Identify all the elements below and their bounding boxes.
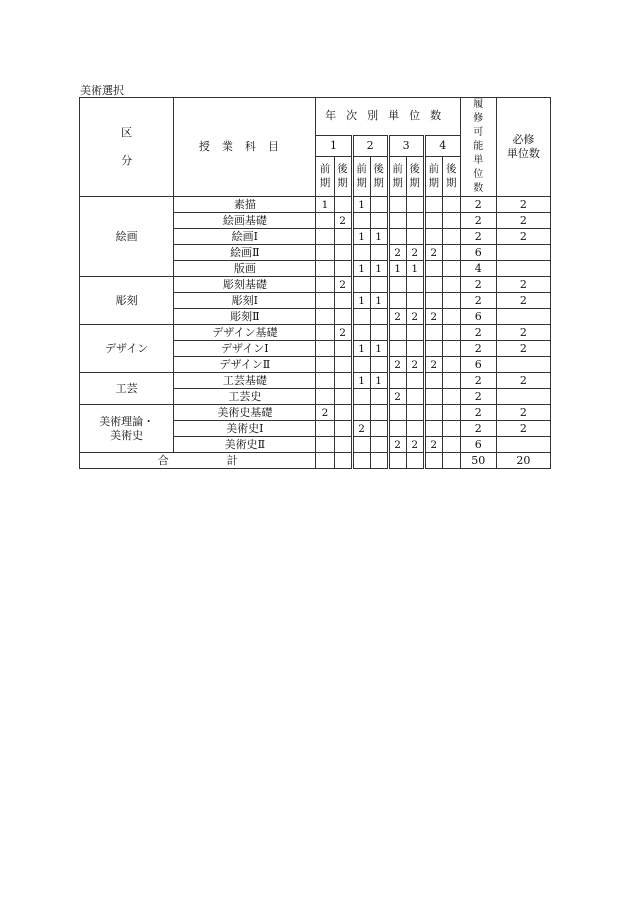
term-units-cell — [424, 277, 442, 293]
term-units-cell — [406, 197, 424, 213]
term-units-cell — [352, 437, 370, 453]
term-units-cell — [334, 197, 352, 213]
term-units-cell — [370, 357, 388, 373]
term-units-cell — [370, 197, 388, 213]
term-units-cell — [424, 341, 442, 357]
term-char: 前 — [392, 163, 403, 176]
required-units-cell: 2 — [496, 421, 550, 437]
term-units-cell — [316, 453, 334, 469]
term-units-cell — [352, 405, 370, 421]
term-units-cell: 2 — [406, 309, 424, 325]
term-units-cell — [316, 309, 334, 325]
term-char: 期 — [373, 177, 384, 190]
max-units-char: 可 — [473, 127, 484, 138]
term-units-cell — [352, 277, 370, 293]
header-max-units-vertical — [461, 98, 496, 196]
term-char: 期 — [428, 177, 439, 190]
subject-cell: 美術史Ⅰ — [174, 421, 316, 437]
table-row — [80, 405, 551, 421]
table-row — [80, 373, 551, 389]
term-char: 期 — [409, 177, 420, 190]
header-category-char-2: 分 — [121, 154, 133, 167]
term-units-cell — [388, 293, 406, 309]
term-units-cell — [388, 341, 406, 357]
subject-cell: 彫刻基礎 — [174, 277, 316, 293]
term-char: 期 — [356, 177, 367, 190]
term-units-cell: 1 — [352, 261, 370, 277]
term-char: 前 — [319, 163, 331, 176]
header-required-line2: 単位数 — [506, 147, 540, 160]
term-units-cell — [388, 373, 406, 389]
subject-cell: 彫刻Ⅱ — [174, 309, 316, 325]
term-char: 後 — [409, 163, 420, 176]
term-units-cell — [370, 405, 388, 421]
subject-cell: 絵画基礎 — [174, 213, 316, 229]
term-units-cell: 1 — [370, 373, 388, 389]
table-row — [80, 277, 551, 293]
term-units-cell — [442, 453, 460, 469]
term-units-cell: 2 — [388, 309, 406, 325]
total-required-units: 20 — [496, 453, 550, 469]
term-units-cell — [316, 213, 334, 229]
term-units-cell — [424, 405, 442, 421]
term-units-cell — [370, 437, 388, 453]
term-units-cell — [370, 325, 388, 341]
max-units-char: 位 — [473, 169, 484, 180]
term-units-cell: 2 — [406, 437, 424, 453]
term-units-cell — [442, 389, 460, 405]
max-units-cell: 2 — [460, 373, 496, 389]
term-units-cell — [334, 245, 352, 261]
required-units-cell — [496, 357, 550, 373]
term-units-cell — [406, 341, 424, 357]
max-units-cell: 6 — [460, 309, 496, 325]
term-units-cell — [442, 373, 460, 389]
table-row — [80, 325, 551, 341]
term-units-cell — [406, 373, 424, 389]
term-units-cell — [316, 389, 334, 405]
header-annual-units: 年次別単位数 — [316, 98, 460, 136]
max-units-cell: 6 — [460, 437, 496, 453]
max-units-cell: 2 — [460, 277, 496, 293]
max-units-cell: 2 — [460, 421, 496, 437]
term-units-cell: 1 — [352, 373, 370, 389]
term-units-cell — [424, 373, 442, 389]
max-units-cell: 2 — [460, 293, 496, 309]
term-units-cell: 1 — [370, 341, 388, 357]
term-units-cell — [370, 421, 388, 437]
term-units-cell: 2 — [316, 405, 334, 421]
year-2: 2 — [352, 135, 388, 156]
term-units-cell — [442, 197, 460, 213]
category-cell: 絵画 — [80, 197, 174, 277]
term-units-cell — [442, 277, 460, 293]
term-units-cell: 2 — [406, 357, 424, 373]
year-1: 1 — [316, 135, 352, 156]
term-units-cell — [406, 293, 424, 309]
header-second-term — [442, 156, 460, 196]
subject-cell: 絵画Ⅱ — [174, 245, 316, 261]
total-row — [80, 453, 551, 469]
max-units-cell: 2 — [460, 197, 496, 213]
subject-cell: 版画 — [174, 261, 316, 277]
term-units-cell — [334, 341, 352, 357]
term-units-cell — [442, 341, 460, 357]
term-units-cell — [316, 341, 334, 357]
header-first-term — [388, 156, 406, 196]
credits-table — [79, 97, 551, 469]
max-units-cell: 2 — [460, 229, 496, 245]
term-units-cell — [442, 421, 460, 437]
term-units-cell: 2 — [334, 213, 352, 229]
term-units-cell — [352, 213, 370, 229]
term-units-cell — [370, 245, 388, 261]
max-units-cell: 4 — [460, 261, 496, 277]
term-units-cell — [442, 261, 460, 277]
max-units-cell: 2 — [460, 213, 496, 229]
term-units-cell — [316, 261, 334, 277]
subject-cell: 美術史Ⅱ — [174, 437, 316, 453]
total-max-units: 50 — [460, 453, 496, 469]
total-label — [80, 453, 316, 469]
term-units-cell: 2 — [334, 325, 352, 341]
term-units-cell — [388, 197, 406, 213]
term-units-cell — [370, 213, 388, 229]
header-max-units — [460, 98, 496, 197]
term-units-cell: 1 — [316, 197, 334, 213]
term-units-cell — [424, 389, 442, 405]
term-units-cell — [406, 421, 424, 437]
term-units-cell — [442, 229, 460, 245]
term-units-cell — [370, 277, 388, 293]
term-units-cell — [424, 453, 442, 469]
term-units-cell — [316, 293, 334, 309]
term-units-cell — [442, 245, 460, 261]
term-units-cell: 1 — [406, 261, 424, 277]
term-units-cell: 2 — [424, 245, 442, 261]
term-units-cell: 1 — [370, 261, 388, 277]
header-first-term — [316, 156, 334, 196]
required-units-cell: 2 — [496, 373, 550, 389]
subject-cell: 美術史基礎 — [174, 405, 316, 421]
max-units-char: 履 — [473, 99, 484, 110]
term-units-cell — [388, 229, 406, 245]
term-units-cell — [406, 277, 424, 293]
max-units-cell: 6 — [460, 357, 496, 373]
max-units-cell: 2 — [460, 405, 496, 421]
term-units-cell — [352, 325, 370, 341]
max-units-cell: 6 — [460, 245, 496, 261]
table-row — [80, 197, 551, 213]
term-units-cell — [370, 309, 388, 325]
header-first-term — [352, 156, 370, 196]
required-units-cell: 2 — [496, 341, 550, 357]
term-units-cell — [424, 325, 442, 341]
term-units-cell — [406, 453, 424, 469]
header-first-term — [424, 156, 442, 196]
term-units-cell: 1 — [370, 293, 388, 309]
term-units-cell — [388, 405, 406, 421]
total-label-char: 合 — [157, 453, 169, 467]
required-units-cell: 2 — [496, 325, 550, 341]
header-required-units — [496, 98, 550, 197]
term-units-cell — [316, 325, 334, 341]
term-units-cell — [442, 325, 460, 341]
max-units-char: 単 — [473, 155, 484, 166]
subject-cell: デザインⅠ — [174, 341, 316, 357]
term-units-cell: 2 — [388, 245, 406, 261]
max-units-cell: 2 — [460, 341, 496, 357]
term-units-cell — [334, 293, 352, 309]
term-units-cell: 2 — [352, 421, 370, 437]
header-required-line1: 必修 — [512, 133, 535, 146]
category-cell — [80, 405, 174, 453]
required-units-cell: 2 — [496, 293, 550, 309]
term-units-cell — [334, 437, 352, 453]
term-units-cell — [370, 389, 388, 405]
required-units-cell: 2 — [496, 213, 550, 229]
header-second-term — [370, 156, 388, 196]
term-char: 期 — [392, 177, 403, 190]
required-units-cell — [496, 309, 550, 325]
term-units-cell: 2 — [388, 357, 406, 373]
term-units-cell — [406, 389, 424, 405]
subject-cell: 素描 — [174, 197, 316, 213]
total-label-char: 計 — [226, 453, 238, 467]
term-char: 後 — [337, 163, 348, 176]
term-units-cell — [388, 453, 406, 469]
term-units-cell — [406, 229, 424, 245]
subject-cell: 絵画Ⅰ — [174, 229, 316, 245]
subject-cell: 工芸史 — [174, 389, 316, 405]
term-units-cell — [388, 277, 406, 293]
term-units-cell — [334, 261, 352, 277]
subject-cell: 工芸基礎 — [174, 373, 316, 389]
term-units-cell: 2 — [424, 357, 442, 373]
term-units-cell — [334, 405, 352, 421]
required-units-cell — [496, 389, 550, 405]
term-units-cell: 1 — [370, 229, 388, 245]
term-units-cell — [334, 453, 352, 469]
term-units-cell — [334, 421, 352, 437]
required-units-cell: 2 — [496, 229, 550, 245]
term-units-cell: 2 — [388, 389, 406, 405]
term-char: 後 — [445, 163, 457, 176]
required-units-cell — [496, 437, 550, 453]
year-4: 4 — [424, 135, 460, 156]
max-units-cell: 2 — [460, 389, 496, 405]
term-units-cell: 2 — [334, 277, 352, 293]
subject-cell: 彫刻Ⅰ — [174, 293, 316, 309]
subject-cell: デザイン基礎 — [174, 325, 316, 341]
term-units-cell — [316, 245, 334, 261]
term-units-cell — [316, 229, 334, 245]
header-second-term — [334, 156, 352, 196]
term-char: 期 — [445, 177, 457, 190]
term-units-cell — [388, 213, 406, 229]
term-units-cell: 1 — [352, 229, 370, 245]
required-units-cell — [496, 261, 550, 277]
term-units-cell: 1 — [388, 261, 406, 277]
term-units-cell: 1 — [352, 293, 370, 309]
term-units-cell — [352, 245, 370, 261]
term-units-cell — [442, 309, 460, 325]
term-char: 前 — [356, 163, 367, 176]
term-units-cell — [316, 357, 334, 373]
term-units-cell — [424, 229, 442, 245]
term-units-cell — [370, 453, 388, 469]
term-units-cell — [334, 309, 352, 325]
term-units-cell — [442, 437, 460, 453]
required-units-cell: 2 — [496, 197, 550, 213]
header-category-char-1: 区 — [121, 126, 133, 139]
year-3: 3 — [388, 135, 424, 156]
term-units-cell — [406, 325, 424, 341]
term-units-cell — [424, 213, 442, 229]
category-line: 美術理論・ — [99, 414, 155, 428]
term-units-cell — [406, 213, 424, 229]
header-category — [80, 98, 174, 197]
term-units-cell — [424, 261, 442, 277]
category-line: 美術史 — [110, 428, 144, 442]
term-units-cell: 2 — [424, 309, 442, 325]
term-units-cell — [388, 325, 406, 341]
required-units-cell: 2 — [496, 277, 550, 293]
term-units-cell — [352, 309, 370, 325]
term-char: 期 — [337, 177, 348, 190]
header-subject: 授業科目 — [174, 98, 316, 197]
term-units-cell: 2 — [406, 245, 424, 261]
required-units-cell — [496, 245, 550, 261]
term-units-cell — [442, 293, 460, 309]
term-units-cell — [334, 389, 352, 405]
category-cell: 工芸 — [80, 373, 174, 405]
term-units-cell — [406, 405, 424, 421]
term-units-cell — [424, 421, 442, 437]
max-units-char: 数 — [473, 183, 484, 194]
term-units-cell — [316, 421, 334, 437]
term-units-cell: 2 — [388, 437, 406, 453]
subject-cell: デザインⅡ — [174, 357, 316, 373]
max-units-char: 修 — [473, 113, 484, 124]
category-cell: デザイン — [80, 325, 174, 373]
term-units-cell — [424, 293, 442, 309]
term-units-cell — [334, 357, 352, 373]
term-units-cell — [352, 357, 370, 373]
term-units-cell — [316, 277, 334, 293]
required-units-cell: 2 — [496, 405, 550, 421]
term-char: 前 — [428, 163, 439, 176]
category-cell: 彫刻 — [80, 277, 174, 325]
term-char: 後 — [373, 163, 384, 176]
term-units-cell — [352, 453, 370, 469]
max-units-char: 能 — [473, 141, 484, 152]
page-title: 美術選択 — [80, 84, 124, 97]
term-units-cell — [334, 373, 352, 389]
term-units-cell — [388, 421, 406, 437]
term-units-cell — [334, 229, 352, 245]
term-units-cell — [442, 213, 460, 229]
term-units-cell: 1 — [352, 197, 370, 213]
term-units-cell — [424, 197, 442, 213]
max-units-cell: 2 — [460, 325, 496, 341]
term-units-cell — [442, 405, 460, 421]
term-units-cell — [352, 389, 370, 405]
term-char: 期 — [319, 177, 331, 190]
header-second-term — [406, 156, 424, 196]
term-units-cell — [442, 357, 460, 373]
term-units-cell — [316, 373, 334, 389]
term-units-cell: 2 — [424, 437, 442, 453]
term-units-cell — [316, 437, 334, 453]
term-units-cell: 1 — [352, 341, 370, 357]
